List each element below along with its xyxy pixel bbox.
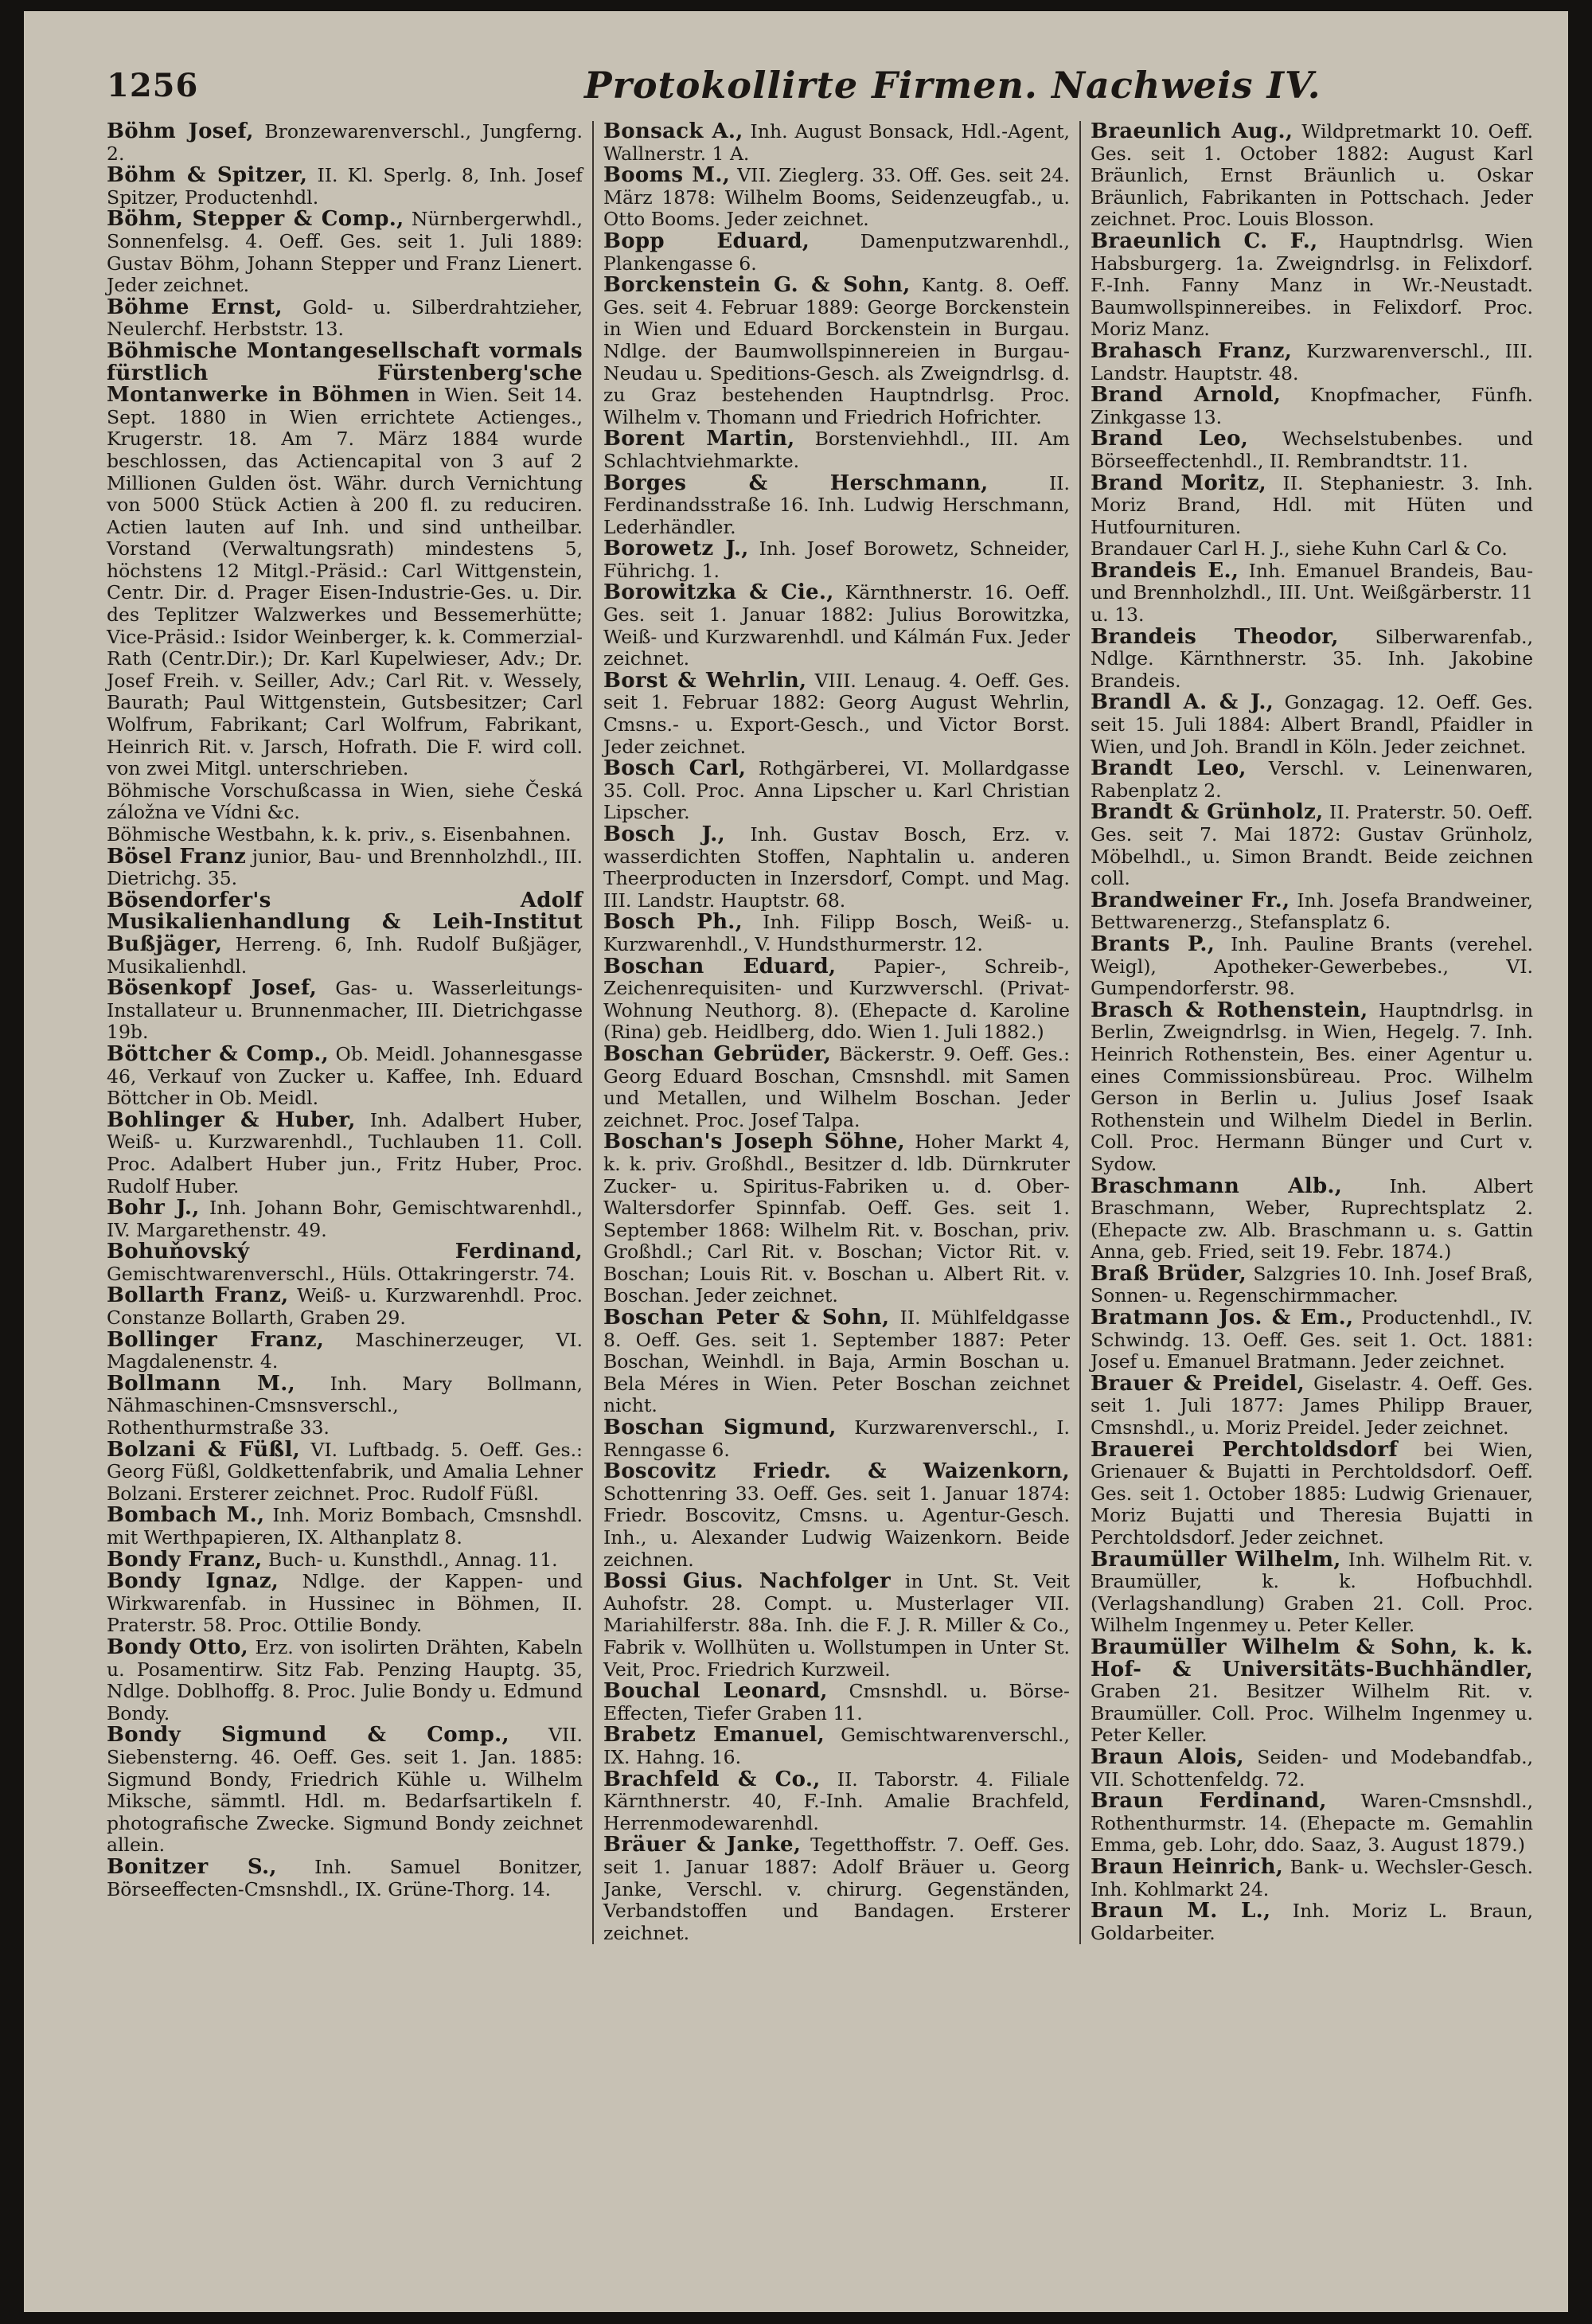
entry-text: Böhmische Vorschußcassa in Wien, siehe Česká záložna ve Vídni &c.: [107, 779, 583, 824]
firm-name: Bollmann M.,: [107, 1371, 295, 1396]
firm-name: Brand Leo,: [1091, 427, 1249, 451]
firm-name: Braumüller Wilhelm,: [1091, 1547, 1341, 1572]
directory-entry: [603, 956, 1070, 1044]
directory-entry: [1091, 560, 1533, 627]
directory-entry: [603, 165, 1070, 231]
entry-text: Inh. Wilhelm Rit. v. Braumüller, k. k. Hofbuchhdl. (Verlagshandlung) Graben 21. Coll. Proc. Wilhelm Ingenmey u. Peter Keller.: [1091, 1548, 1533, 1637]
directory-entry: [107, 978, 583, 1044]
entry-text: Damenputzwarenhdl., Plankengasse 6.: [603, 229, 1070, 275]
entry-text: Inh. Pauline Brants (verehel. Weigl), Apotheker-Gewerbebes., VI. Gumpendorferstr. 98.: [1091, 932, 1533, 1000]
directory-entry: [1091, 1549, 1533, 1637]
firm-name: Brand Moritz,: [1091, 471, 1267, 495]
entry-text: Inh. Filipp Bosch, Weiß- u. Kurzwarenhdl., V. Hundsthurmerstr. 12.: [603, 911, 1070, 955]
entry-text: Maschinerzeuger, VI. Magdalenenstr. 4.: [107, 1328, 583, 1373]
entry-text: Kantg. 8. Oeff. Ges. seit 4. Februar 1889: George Borckenstein in Wien und Eduard Borckenstein in Burgau. Ndlge. der Baumwollspinnereien in Burgau-Neudau u. Speditions-Gesch. als Zweigndrlsg. d. zu Graz bestehenden Hauptndrlsg. Proc. Wilhelm v. Thomann und Friedrich Hofrichter.: [603, 274, 1070, 428]
entry-text: Inh. Samuel Bonitzer, Börseeffecten-Cmsnshdl., IX. Grüne-Thorg. 14.: [107, 1855, 583, 1900]
directory-entry: [1091, 1439, 1533, 1549]
firm-name: Bondy Sigmund & Comp.,: [107, 1723, 509, 1748]
entry-text: II. Taborstr. 4. Filiale Kärnthnerstr. 40, F.-Inh. Amalie Brachfeld, Herrenmodewarenhdl.: [603, 1767, 1070, 1834]
entry-text: VI. Luftbadg. 5. Oeff. Ges.: Georg Füßl, Goldkettenfabrik, und Amalia Lehner Bolzani. Ersterer zeichnet. Proc. Rudolf Füßl.: [107, 1438, 583, 1505]
directory-entry: [1091, 624, 1533, 693]
directory-entry: [603, 228, 1070, 275]
firm-name: Bonitzer S.,: [107, 1854, 277, 1879]
entry-text: Knopfmacher, Fünfh. Zinkgasse 13.: [1091, 384, 1533, 428]
entry-text: Salzgries 10. Inh. Josef Braß, Sonnen- u. Regenschirmmacher.: [1091, 1262, 1533, 1307]
entry-text: Brandauer Carl H. J., siehe Kuhn Carl & Co.: [1091, 537, 1508, 560]
firm-name: Bosch J.,: [603, 822, 725, 846]
directory-entry: [107, 1373, 583, 1439]
entry-text: Erz. von isolirten Drähten, Kabeln u. Posamentirw. Sitz Fab. Penzing Hauptg. 35, Ndlge. Doblhoffg. 8. Proc. Julie Bondy u. Edmund Bondy.: [107, 1635, 583, 1724]
directory-entry: [603, 582, 1070, 670]
directory-entry: [603, 1307, 1070, 1417]
firm-name: Braeunlich C. F.,: [1091, 228, 1318, 253]
entry-text: Gemischtwarenverschl., IX. Hahng. 16.: [603, 1724, 1070, 1768]
directory-entry: [107, 1197, 583, 1241]
firm-name: Bolzani & Füßl,: [107, 1437, 300, 1462]
firm-name: Bondy Franz,: [107, 1547, 263, 1572]
entry-text: Gonzagag. 12. Oeff. Ges. seit 15. Juli 1884: Albert Brandl, Pfaidler in Wien, und Joh. Brandl in Köln. Jeder zeichnet.: [1091, 691, 1533, 758]
directory-entry: [107, 1285, 583, 1329]
firm-name: Boschan's Joseph Söhne,: [603, 1130, 905, 1154]
directory-entry: [107, 338, 583, 780]
directory-entry: [1091, 1791, 1533, 1857]
entry-text: Inh. Johann Bohr, Gemischtwarenhdl., IV. Margarethenstr. 49.: [107, 1197, 583, 1241]
entry-text: Kurzwarenverschl., III. Landstr. Hauptstr. 48.: [1091, 339, 1533, 385]
column-3: [1079, 121, 1533, 1944]
directory-entry: [1091, 758, 1533, 802]
firm-name: Brandl A. & J.,: [1091, 690, 1274, 715]
firm-name: Braumüller Wilhelm & Sohn, k. k. Hof- & Universitäts-Buchhändler,: [1091, 1635, 1533, 1681]
directory-entry: [603, 1834, 1070, 1944]
firm-name: Böhm Josef,: [107, 119, 254, 143]
directory-entry: [1091, 890, 1533, 934]
directory-entry: [1091, 692, 1533, 758]
firm-name: Brauerei Perchtoldsdorf: [1091, 1437, 1398, 1462]
firm-name: Boschan Eduard,: [603, 954, 837, 978]
entry-text: II. Mühlfeldgasse 8. Oeff. Ges. seit 1. September 1887: Peter Boschan, Weinhdl. in Baja, Armin Boschan u. Bela Méres in Wien. Peter Boschan zeichnet nicht.: [603, 1307, 1070, 1417]
entry-text: II. Stephaniestr. 3. Inh. Moriz Brand, Hdl. mit Hüten und Hutfournituren.: [1091, 471, 1533, 538]
firm-name: Böttcher & Comp.,: [107, 1041, 329, 1066]
directory-entry: [1091, 1744, 1534, 1791]
firm-name: Brandeis E.,: [1091, 558, 1239, 583]
entry-text: Inh. Mary Bollmann, Nähmaschinen-Cmsnsverschl., Rothenthurmstraße 33.: [107, 1372, 583, 1439]
firm-name: Bonsack A.,: [603, 119, 743, 143]
entry-text: Bank- u. Wechsler-Gesch. Inh. Kohlmarkt 24.: [1091, 1855, 1533, 1900]
directory-entry: [107, 1107, 583, 1197]
column-1: [107, 121, 592, 1900]
entry-text: Inh. Gustav Bosch, Erz. v. wasserdichten Stoffen, Naphtalin u. anderen Theerproducten in Inzersdorf, Compt. und Mag. III. Landstr. Hauptstr. 68.: [603, 823, 1070, 912]
firm-name: Brandeis Theodor,: [1091, 624, 1339, 649]
firm-name: Bohlinger & Huber,: [107, 1107, 356, 1132]
firm-name: Brabetz Emanuel,: [603, 1723, 825, 1748]
directory-entry: [603, 670, 1070, 758]
directory-entry: [1091, 385, 1533, 428]
firm-name: Borowetz J.,: [603, 537, 749, 561]
entry-text: Wechselstubenbes. und Börseeffectenhdl., II. Rembrandtstr. 11.: [1091, 428, 1533, 472]
entry-text: Schottenring 33. Oeff. Ges. seit 1. Januar 1874: Friedr. Boscovitz, Cmsns. u. Agentur-Gesch. Inh., u. Alexander Ludwig Waizenkorn. Beide zeichnen.: [603, 1482, 1070, 1571]
directory-entry: [1091, 338, 1533, 385]
directory-entry: [603, 275, 1070, 428]
entry-text: VIII. Lenaug. 4. Oeff. Ges. seit 1. Februar 1882: Georg August Wehrlin, Cmsns.- u. Export-Gesch., und Victor Borst. Jeder zeichnet.: [603, 669, 1070, 758]
entry-text: Gas- u. Wasserleitungs-Installateur u. Brunnenmacher, III. Dietrichgasse 19b.: [107, 977, 583, 1044]
entry-text: Giselastr. 4. Oeff. Ges. seit 1. Juli 1877: James Philipp Brauer, Cmsnshdl., u. Moriz Preidel. Jeder zeichnet.: [1091, 1372, 1533, 1439]
firm-name: Bösenkopf Josef,: [107, 976, 318, 1001]
firm-name: Boschan Gebrüder,: [603, 1041, 832, 1066]
entry-text: Productenhdl., IV. Schwindg. 13. Oeff. Ges. seit 1. Oct. 1881: Josef u. Emanuel Bratmann. Jeder zeichnet.: [1091, 1307, 1533, 1373]
firm-name: Böhm & Spitzer,: [107, 163, 308, 188]
directory-entry: [107, 890, 583, 978]
entry-text: Inh. Josefa Brandweiner, Bettwarenerzg., Stefansplatz 6.: [1091, 889, 1533, 934]
entry-text: Rothgärberei, VI. Mollardgasse 35. Coll. Proc. Anna Lipscher u. Karl Christian Lipscher.: [603, 757, 1070, 824]
entry-text: Inh. Adalbert Huber, Weiß- u. Kurzwarenhdl., Tuchlauben 11. Coll. Proc. Adalbert Huber jun., Fritz Huber, Proc. Rudolf Huber.: [107, 1108, 583, 1197]
directory-entry: [1091, 473, 1533, 539]
directory-entry: [1091, 1637, 1533, 1747]
directory-entry: [603, 1041, 1070, 1131]
firm-name: Bosch Ph.,: [603, 910, 743, 935]
entry-text: Gold- u. Silberdrahtzieher, Neulerchf. Herbststr. 13.: [107, 295, 583, 341]
firm-name: Böhmische Montangesellschaft vormals fürstlich Fürstenberg'sche Montanwerke in Böhmen: [107, 338, 583, 408]
entry-text: II. Kl. Sperlg. 8, Inh. Josef Spitzer, Productenhdl.: [107, 164, 583, 209]
firm-name: Bopp Eduard,: [603, 228, 810, 253]
directory-entry: [107, 209, 583, 296]
firm-name: Bösendorfer's Adolf Musikalienhandlung & Leih-Institut Bußjäger,: [107, 888, 583, 956]
firm-name: Braun Heinrich,: [1091, 1854, 1284, 1879]
firm-name: Braun Alois,: [1091, 1744, 1244, 1769]
firm-name: Braun M. L.,: [1091, 1899, 1271, 1924]
entry-text: Borstenviehhdl., III. Am Schlachtviehmarkte.: [603, 428, 1071, 472]
column-2: [592, 121, 1079, 1944]
entry-text: bei Wien, Grienauer & Bujatti in Perchtoldsdorf. Oeff. Ges. seit 1. October 1885: Ludwig Grienauer, Moriz Bujatti und Theresia Bujatti in Perchtoldsdorf. Jeder zeichnet.: [1091, 1438, 1533, 1549]
firm-name: Böhm, Stepper & Comp.,: [107, 207, 404, 232]
entry-text: Inh. August Bonsack, Hdl.-Agent, Wallnerstr. 1 A.: [603, 120, 1070, 165]
directory-entry: [107, 297, 583, 341]
firm-name: Bouchal Leonard,: [603, 1679, 828, 1704]
firm-name: Borges & Herschmann,: [603, 471, 989, 495]
firm-name: Bondy Ignaz,: [107, 1569, 279, 1594]
directory-entry: [107, 1439, 583, 1506]
firm-name: Boschan Peter & Sohn,: [603, 1306, 890, 1330]
entry-text: II. Praterstr. 50. Oeff. Ges. seit 7. Mai 1872: Gustav Grünholz, Möbelhdl., u. Simon Brandt. Beide zeichnen coll.: [1091, 801, 1533, 890]
directory-entry: [107, 121, 583, 165]
firm-name: Bräuer & Janke,: [603, 1833, 802, 1857]
firm-name: Brandt & Grünholz,: [1091, 800, 1324, 825]
directory-entry: [603, 538, 1070, 582]
directory-entry: [107, 824, 583, 846]
directory-entry: [107, 846, 583, 890]
directory-entry: [603, 1724, 1070, 1768]
firm-name: Bollarth Franz,: [107, 1283, 289, 1308]
firm-name: Braschmann Alb.,: [1091, 1174, 1343, 1198]
firm-name: Boscovitz Friedr. & Waizenkorn,: [603, 1459, 1070, 1484]
entry-text: Inh. Emanuel Brandeis, Bau- und Brennholzhdl., III. Unt. Weißgärberstr. 11 u. 13.: [1091, 559, 1534, 627]
entry-text: VII. Siebensterng. 46. Oeff. Ges. seit 1. Jan. 1885: Sigmund Bondy, Friedrich Kühle u. Wilhelm Miksche, sämmtl. Hdl. m. Bedarfsartikeln f. photografische Zwecke. Sigmund Bondy zeichnet allein.: [107, 1724, 583, 1857]
firm-name: Bossi Gius. Nachfolger: [603, 1569, 891, 1594]
entry-text: Bäckerstr. 9. Oeff. Ges.: Georg Eduard Boschan, Cmsnshdl. mit Samen und Metallen, und Wilhelm Boschan. Jeder zeichnet. Proc. Josef Talpa.: [603, 1042, 1070, 1131]
page-header: [107, 64, 1533, 121]
directory-entry: [603, 473, 1070, 539]
entry-text: Silberwarenfab., Ndlge. Kärnthnerstr. 35. Inh. Jakobine Brandeis.: [1091, 625, 1533, 692]
entry-text: Inh. Moriz Bombach, Cmsnshdl. mit Werthpapieren, IX. Althanplatz 8.: [107, 1504, 583, 1549]
firm-name: Brand Arnold,: [1091, 383, 1282, 408]
entry-text: Nürnbergerwhdl., Sonnenfelsg. 4. Oeff. Ges. seit 1. Juli 1889: Gustav Böhm, Johann Stepper und Franz Lienert. Jeder zeichnet.: [107, 208, 583, 297]
firm-name: Brauer & Preidel,: [1091, 1371, 1305, 1396]
directory-entry: [603, 121, 1070, 165]
entry-text: Ndlge. der Kappen- und Wirkwarenfab. in Hussinec in Böhmen, II. Praterstr. 58. Proc. Ottilie Bondy.: [107, 1570, 583, 1637]
directory-entry: [603, 1131, 1070, 1307]
directory-entry: [603, 912, 1070, 955]
entry-text: Inh. Josef Borowetz, Schneider, Führichg. 1.: [603, 537, 1070, 582]
entry-text: II. Ferdinandsstraße 16. Inh. Ludwig Herschmann, Lederhändler.: [603, 471, 1070, 538]
directory-entry: [107, 1505, 583, 1549]
entry-text: Cmsnshdl. u. Börse-Effecten, Tiefer Graben 11.: [603, 1680, 1070, 1724]
entry-text: Buch- u. Kunsthdl., Annag. 11.: [262, 1548, 558, 1571]
directory-entry: [107, 1549, 583, 1572]
firm-name: Bratmann Jos. & Em.,: [1091, 1306, 1354, 1330]
directory-entry: [1091, 228, 1533, 341]
firm-name: Bombach M.,: [107, 1503, 265, 1528]
entry-text: Hauptndrlsg. in Berlin, Zweigndrlsg. in Wien, Hegelg. 7. Inh. Heinrich Rothenstein, Bes. einer Agentur u. eines Commissionsbüreau. Proc. Wilhelm Gerson in Berlin u. Julius Josef Isaak Rothenstein und Wilhelm Diedel in Berlin. Coll. Proc. Hermann Bünger und Curt v. Sydow.: [1091, 998, 1533, 1175]
firm-name: Brandweiner Fr.,: [1091, 888, 1290, 912]
directory-entry: [1091, 1900, 1533, 1944]
directory-entry: [1091, 1307, 1533, 1373]
entry-text: Herreng. 6, Inh. Rudolf Bußjäger, Musikalienhdl.: [107, 932, 583, 978]
entry-text: Hauptndrlsg. Wien Habsburgerg. 1a. Zweigndrlsg. in Felixdorf. F.-Inh. Fanny Manz in Wr.-Neustadt. Baumwollspinnereibes. in Felixdorf. Proc. Moriz Manz.: [1091, 229, 1533, 341]
firm-name: Bösel Franz: [107, 844, 247, 869]
firm-name: Borent Martin,: [603, 427, 795, 451]
entry-text: Seiden- und Modebandfab., VII. Schottenfeldg. 72.: [1091, 1745, 1534, 1791]
firm-name: Borowitzka & Cie.,: [603, 580, 834, 605]
firm-name: Borckenstein G. & Sohn,: [603, 273, 911, 298]
directory-entry: [1091, 121, 1533, 231]
firm-name: Bosch Carl,: [603, 756, 747, 781]
firm-name: Bollinger Franz,: [107, 1327, 325, 1352]
entry-text: Wildpretmarkt 10. Oeff. Ges. seit 1. October 1882: August Karl Bräunlich, Ernst Bräunlich u. Oskar Bräunlich, Fabrikanten in Pottschach. Jeder zeichnet. Proc. Louis Blosson.: [1091, 120, 1533, 231]
directory-entry: [1091, 428, 1533, 472]
firm-name: Braeunlich Aug.,: [1091, 119, 1294, 143]
firm-name: Brahasch Franz,: [1091, 338, 1293, 363]
directory-entry: [603, 1769, 1070, 1835]
directory-entry: [1091, 1176, 1533, 1264]
directory-page: [24, 11, 1568, 2312]
directory-entry: [1091, 1261, 1533, 1307]
directory-entry: [603, 824, 1070, 912]
firm-name: Boschan Sigmund,: [603, 1416, 837, 1440]
directory-entry: [603, 428, 1070, 472]
directory-entry: [1091, 1854, 1533, 1900]
firm-name: Booms M.,: [603, 163, 731, 188]
entry-text: Gemischtwarenverschl., Hüls. Ottakringerstr. 74.: [107, 1262, 576, 1285]
entry-text: Böhmische Westbahn, k. k. priv., s. Eisenbahnen.: [107, 823, 572, 846]
entry-text: Hoher Markt 4, k. k. priv. Großhdl., Besitzer d. ldb. Dürnkruter Zucker- u. Spiritus-Fabriken u. d. Ober-Waltersdorfer Spinnfab. Oeff. Ges. seit 1. September 1868: Wilhelm Rit. v. Boschan, priv. Großhdl.; Carl Rit. v. Boschan; Victor Rit. v. Boschan; Louis Rit. v. Boschan u. Albert Rit. v. Boschan. Jeder zeichnet.: [603, 1131, 1070, 1307]
directory-entry: [603, 758, 1070, 824]
firm-name: Bohuňovský Ferdinand,: [107, 1240, 583, 1264]
firm-name: Böhme Ernst,: [107, 295, 283, 319]
firm-name: Brasch & Rothenstein,: [1091, 998, 1368, 1022]
entry-text: Inh. Moriz L. Braun, Goldarbeiter.: [1091, 1900, 1533, 1944]
entry-text: in Wien. Seit 14. Sept. 1880 in Wien errichtete Actienges., Krugerstr. 18. Am 7. März 1884 wurde beschlossen, das Actiencapital von 3 auf 2 Millionen Gulden öst. Währ. durch Vernichtung von 5000 Stück Actien à 200 fl. zu reduciren. Actien lauten auf Inh. und sind untheilbar. Vorstand (Verwaltungsrath) mindestens 5, höchstens 12 Mitgl.-Präsid.: Carl Wittgenstein, Centr. Dir. d. Prager Eisen-Industrie-Ges. u. Dir. des Teplitzer Walzwerkes und Bessemerhütte; Vice-Präsid.: Isidor Weinberger, k. k. Commerzial-Rath (Centr.Dir.); Dr. Karl Kupelwieser, Adv.; Dr. Josef Freih. v. Seiller, Adv.; Carl Rit. v. Wessely, Baurath; Paul Wittgenstein, Gutsbesitzer; Carl Wolfrum, Fabrikant; Carl Wolfrum, Fabrikant, Heinrich Rit. v. Jarsch, Hofrath. Die F. wird coll. von zwei Mitgl. unterschrieben.: [107, 384, 583, 780]
directory-entry: [107, 1327, 583, 1373]
entry-text: Weiß- u. Kurzwarenhdl. Proc. Constanze Bollarth, Graben 29.: [107, 1284, 583, 1330]
directory-entry: [107, 780, 583, 824]
firm-name: Brants P.,: [1091, 932, 1215, 956]
firm-name: Braun Ferdinand,: [1091, 1789, 1327, 1814]
directory-entry: [1091, 802, 1533, 889]
entry-text: Ob. Meidl. Johannesgasse 46, Verkauf von Zucker u. Kaffee, Inh. Eduard Böttcher in Ob. Meidl.: [107, 1042, 583, 1110]
entry-text: Verschl. v. Leinenwaren, Rabenplatz 2.: [1091, 757, 1533, 802]
directory-entry: [1091, 934, 1533, 1000]
directory-entry: [603, 1571, 1070, 1681]
firm-name: Brandt Leo,: [1091, 756, 1247, 781]
directory-entry: [107, 165, 583, 209]
entry-text: in Unt. St. Veit Auhofstr. 28. Compt. u. Musterlager VII. Mariahilferstr. 88a. Inh. die F. J. R. Miller & Co., Fabrik v. Wollhüten u. Wollstumpen in Unter St. Veit, Proc. Friedrich Kurzweil.: [603, 1570, 1070, 1681]
directory-entry: [107, 1637, 583, 1724]
entry-text: Papier-, Schreib-, Zeichenrequisiten- und Kurzwverschl. (Privat-Wohnung Neuthorg. 8). (Ehepacte d. Karoline (Rina) geb. Heidlberg, ddo. Wien 1. Juli 1882.): [603, 955, 1070, 1044]
entry-text: VII. Zieglerg. 33. Off. Ges. seit 24. März 1878: Wilhelm Booms, Seidenzeugfab., u. Otto Booms. Jeder zeichnet.: [603, 164, 1070, 231]
entry-text: Kärnthnerstr. 16. Oeff. Ges. seit 1. Januar 1882: Julius Borowitzka, Weiß- und Kurzwarenhdl. und Kálmán Fux. Jeder zeichnet.: [603, 581, 1070, 670]
directory-entry: [603, 1461, 1070, 1571]
running-title: Protokollirte Firmen. Nachweis IV.: [584, 64, 1321, 107]
page-number: 1256: [107, 67, 199, 104]
directory-entry: [107, 1241, 583, 1285]
firm-name: Brachfeld & Co.,: [603, 1767, 821, 1791]
entry-text: Graben 21. Besitzer Wilhelm Rit. v. Braumüller. Coll. Proc. Wilhelm Ingenmey u. Peter Keller.: [1091, 1680, 1533, 1747]
entry-text: Waren-Cmsnshdl., Rothenthurmstr. 14. (Ehepacte m. Gemahlin Emma, geb. Lohr, ddo. Saaz, 3. August 1879.): [1091, 1790, 1533, 1857]
directory-entry: [107, 1041, 583, 1110]
firm-name: Borst & Wehrlin,: [603, 668, 807, 693]
firm-name: Braß Brüder,: [1091, 1261, 1247, 1286]
entry-text: Tegetthoffstr. 7. Oeff. Ges. seit 1. Januar 1887: Adolf Bräuer u. Georg Janke, Verschl. v. chirurg. Gegenständen, Verbandstoffen und Bandagen. Ersterer zeichnet.: [603, 1834, 1070, 1944]
directory-entry: [603, 1417, 1070, 1461]
entry-columns: [107, 121, 1533, 1944]
directory-entry: [1091, 1000, 1533, 1176]
directory-entry: [603, 1681, 1070, 1724]
directory-entry: [1091, 538, 1533, 560]
entry-text: Bronzewarenverschl., Jungferng. 2.: [107, 120, 583, 165]
directory-entry: [107, 1854, 583, 1900]
entry-text: Kurzwarenverschl., I. Renngasse 6.: [603, 1416, 1070, 1461]
directory-entry: [1091, 1373, 1533, 1439]
entry-text: junior, Bau- und Brennholzhdl., III. Dietrichg. 35.: [107, 845, 583, 890]
directory-entry: [107, 1571, 583, 1637]
directory-entry: [107, 1724, 583, 1857]
firm-name: Bohr J.,: [107, 1196, 200, 1221]
firm-name: Bondy Otto,: [107, 1635, 248, 1659]
entry-text: Inh. Albert Braschmann, Weber, Ruprechtsplatz 2. (Ehepacte zw. Alb. Braschmann u. s. Gattin Anna, geb. Fried, seit 19. Febr. 1874.): [1091, 1174, 1533, 1264]
